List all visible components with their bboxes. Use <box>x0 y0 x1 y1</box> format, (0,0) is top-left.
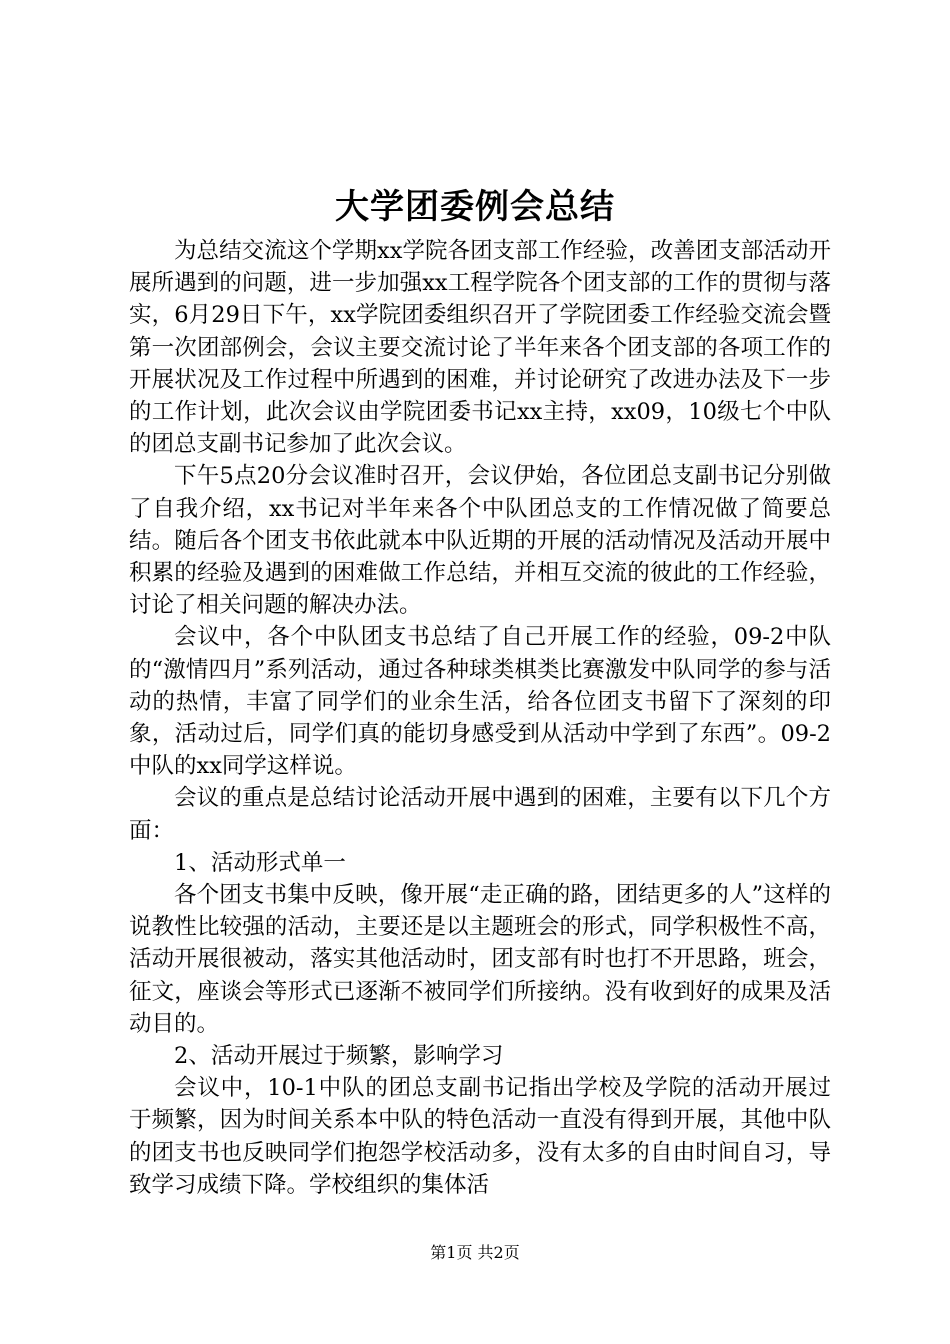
heading-item-2: 2、活动开展过于频繁，影响学习 <box>174 1043 504 1070</box>
paragraph-experience: 会议中，各个中队团支书总结了自己开展工作的经验，09-2中队的“激情四月”系列活动，通过各种球类棋类比赛激发中队同学的参与活动的热情，丰富了同学们的业余生活，给各位团支书留下了深刻的印象，活动过后，同学们真的能切身感受到从活动中学到了东西”。09-2中队的xx同学这样说。 <box>129 624 831 780</box>
heading-item-1: 1、活动形式单一 <box>174 849 346 876</box>
paragraph-item-2: 会议中，10-1中队的团总支副书记指出学校及学院的活动开展过于频繁，因为时间关系本中队的特色活动一直没有得到开展，其他中队的团支书也反映同学们抱怨学校活动多，没有太多的自由时间自习，导致学习成绩下降。学校组织的集体活 <box>129 1075 831 1198</box>
paragraph-item-1: 各个团支书集中反映，像开展“走正确的路，团结更多的人”这样的说教性比较强的活动，主要还是以主题班会的形式，同学积极性不高，活动开展很被动，落实其他活动时，团支部有时也打不开思路，班会，征文，座谈会等形式已逐渐不被同学们所接纳。没有收到好的成果及活动目的。 <box>129 882 831 1037</box>
paragraph-difficulties: 会议的重点是总结讨论活动开展中遇到的困难，主要有以下几个方面： <box>129 785 831 844</box>
document-title: 大学团委例会总结 <box>335 187 615 227</box>
document-body <box>129 235 831 1201</box>
paragraph-intro: 为总结交流这个学期xx学院各团支部工作经验，改善团支部活动开展所遇到的问题，进一步加强xx工程学院各个团支部的工作的贯彻与落实，6月29日下午，xx学院团委组织召开了学院团委工作经验交流会暨第一次团部例会，会议主要交流讨论了半年来各个团支部的各项工作的开展状况及工作过程中所遇到的困难，并讨论研究了改进办法及下一步的工作计划，此次会议由学院团委书记xx主持，xx09，10级七个中队的团总支副书记参加了此次会议。 <box>129 238 831 458</box>
page-footer: 第1页 共2页 <box>430 1243 520 1262</box>
paragraph-meeting-start: 下午5点20分会议准时召开，会议伊始，各位团总支副书记分别做了自我介绍，xx书记对半年来各个中队团总支的工作情况做了简要总结。随后各个团支书依此就本中队近期的开展的活动情况及活动开展中积累的经验及遇到的困难做工作总结，并相互交流的彼此的工作经验，讨论了相关问题的解决办法。 <box>129 463 831 619</box>
